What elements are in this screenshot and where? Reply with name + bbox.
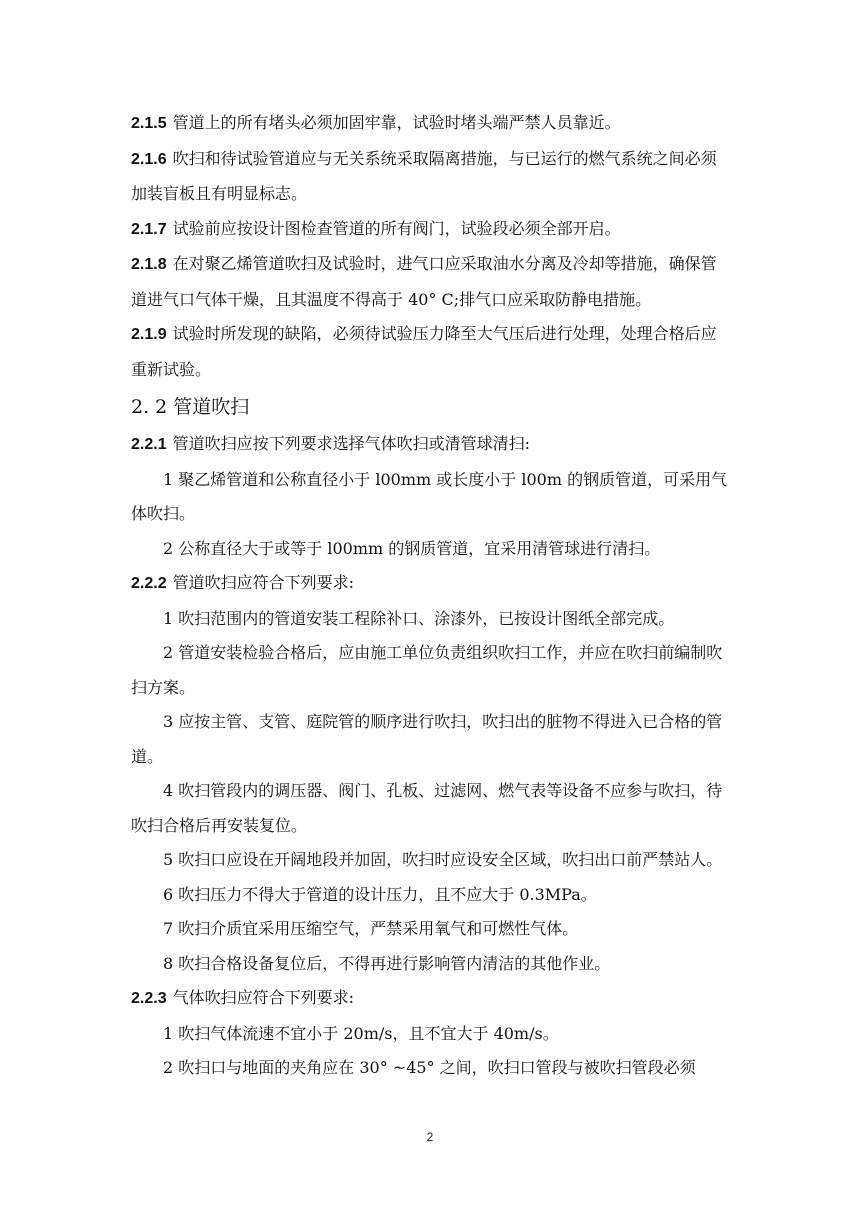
list-item: 2 吹扫口与地面的夹角应在 30° ~45° 之间，吹扫口管段与被吹扫管段必须 bbox=[163, 1058, 696, 1077]
clause-2-1-6 bbox=[131, 142, 731, 212]
section-heading: 2. 2 管道吹扫 bbox=[131, 396, 250, 418]
list-item: 4 吹扫管段内的调压器、阀门、孔板、过滤网、燃气表等设备不应参与吹扫，待吹扫合格后再安装复位。 bbox=[131, 781, 723, 835]
clause-text: 试验前应按设计图检查管道的所有阀门，试验段必须全部开启。 bbox=[172, 218, 621, 238]
list-item: 8 吹扫合格设备复位后，不得再进行影响管内清洁的其他作业。 bbox=[163, 953, 611, 973]
clause-number: 2.2.2 bbox=[131, 575, 167, 592]
list-item: 5 吹扫口应设在开阔地段并加固，吹扫时应设安全区域，吹扫出口前严禁站人。 bbox=[163, 850, 723, 869]
clause-2-1-9 bbox=[131, 317, 731, 387]
clause-2-2-3 bbox=[131, 981, 731, 1017]
clause-number: 2.1.9 bbox=[131, 326, 167, 343]
clause-number: 2.2.3 bbox=[131, 990, 167, 1007]
clause-2-2-2 bbox=[131, 566, 731, 602]
list-item: 1 吹扫气体流速不宜小于 20m/s，且不宜大于 40m/s。 bbox=[163, 1023, 559, 1043]
list-item: 3 应按主管、支管、庭院管的顺序进行吹扫，吹扫出的脏物不得进入已合格的管道。 bbox=[131, 712, 723, 766]
list-item: 2 管道安装检验合格后，应由施工单位负责组织吹扫工作，并应在吹扫前编制吹扫方案。 bbox=[131, 643, 723, 697]
clause-text: 管道吹扫应按下列要求选择气体吹扫或清管球清扫: bbox=[172, 434, 530, 453]
clause-text: 试验时所发现的缺陷，必须待试验压力降至大气压后进行处理，处理合格后应重新试验。 bbox=[131, 324, 717, 379]
clause-text: 气体吹扫应符合下列要求: bbox=[172, 988, 354, 1007]
list-item: 2 公称直径大于或等于 l00mm 的钢质管道，宜采用清管球进行清扫。 bbox=[163, 538, 661, 558]
clause-2-1-8 bbox=[131, 247, 731, 317]
clause-number: 2.1.7 bbox=[131, 220, 167, 238]
clause-2-2-1 bbox=[131, 427, 731, 463]
page-number: 2 bbox=[426, 1130, 434, 1144]
list-item: 1 聚乙烯管道和公称直径小于 l00mm 或长度小于 l00m 的钢质管道，可采用气体吹扫。 bbox=[131, 469, 728, 523]
clause-text: 管道吹扫应符合下列要求: bbox=[172, 573, 354, 592]
list-item: 7 吹扫介质宜采用压缩空气，严禁采用氧气和可燃性气体。 bbox=[163, 919, 579, 938]
clause-2-1-7 bbox=[131, 212, 731, 248]
list-item: 1 吹扫范围内的管道安装工程除补口、涂漆外，已按设计图纸全部完成。 bbox=[163, 608, 675, 628]
clause-2-1-5 bbox=[131, 106, 731, 142]
clause-text: 吹扫和待试验管道应与无关系统采取隔离措施，与已运行的燃气系统之间必须加装盲板且有明显标志。 bbox=[131, 148, 717, 203]
list-item: 6 吹扫压力不得大于管道的设计压力，且不应大于 0.3MPa。 bbox=[163, 884, 597, 904]
clause-number: 2.2.1 bbox=[131, 436, 167, 453]
clause-number: 2.1.6 bbox=[131, 150, 167, 168]
clause-text: 管道上的所有堵头必须加固牢靠，试验时堵头端严禁人员靠近。 bbox=[172, 113, 621, 132]
clause-number: 2.1.5 bbox=[131, 115, 167, 132]
clause-text: 在对聚乙烯管道吹扫及试验时，进气口应采取油水分离及冷却等措施，确保管道进气口气体干燥，且其温度不得高于 40° C;排气口应采取防静电措施。 bbox=[131, 254, 717, 309]
page-content bbox=[131, 106, 731, 1086]
clause-number: 2.1.8 bbox=[131, 256, 167, 273]
